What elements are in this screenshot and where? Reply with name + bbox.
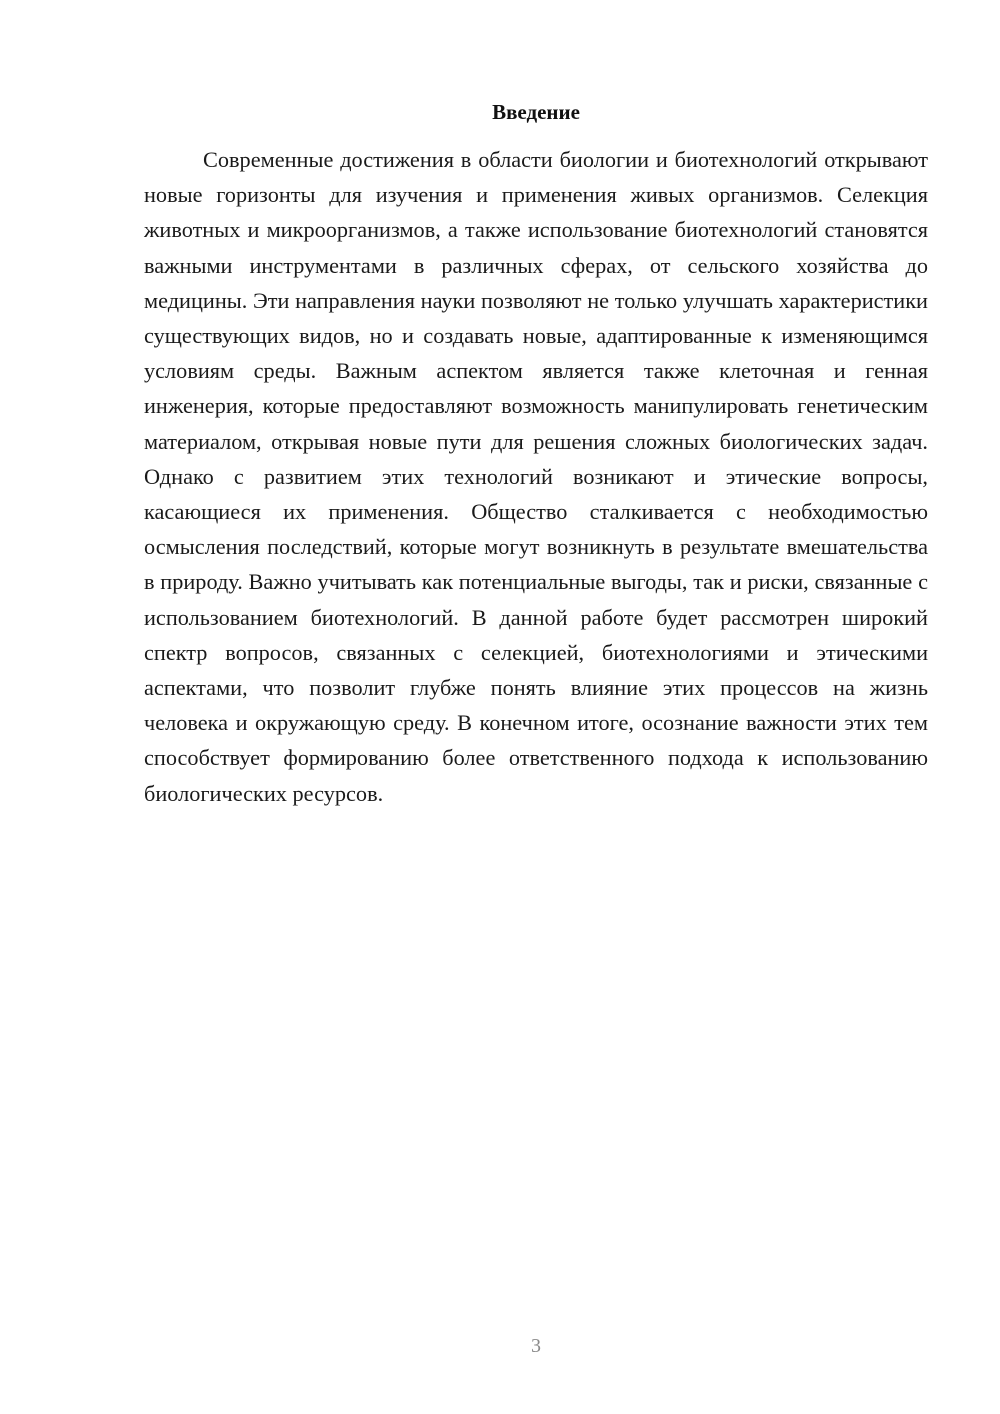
page-number: 3 [531, 1335, 541, 1357]
section-heading: Введение [492, 100, 580, 124]
introduction-paragraph: Современные достижения в области биологии и биотехнологий открывают новые горизонты для изучения и применения живых организмов. Селекция животных и микроорганизмов, а также использование биотехнологий становятся важными инструментами в различных сферах, от сельского хозяйства до медицины. Эти направления науки позволяют не только улучшать характеристики существующих видов, но и создавать новые, адаптированные к изменяющимся условиям среды. Важным аспектом является также клеточная и генная инженерия, которые предоставляют возможность манипулировать генетическим материалом, открывая новые пути для решения сложных биологических задач. Однако с развитием этих технологий возникают и этические вопросы, касающиеся их применения. Общество сталкивается с необходимостью осмысления последствий, которые могут возникнуть в результате вмешательства в природу. Важно учитывать как потенциальные выгоды, так и риски, связанные с использованием биотехнологий. В данной работе будет рассмотрен широкий спектр вопросов, связанных с селекцией, биотехнологиями и этическими аспектами, что позволит глубже понять влияние этих процессов на жизнь человека и окружающую среду. В конечном итоге, осознание важности этих тем способствует формированию более ответственного подхода к использованию биологических ресурсов. [144, 147, 928, 806]
